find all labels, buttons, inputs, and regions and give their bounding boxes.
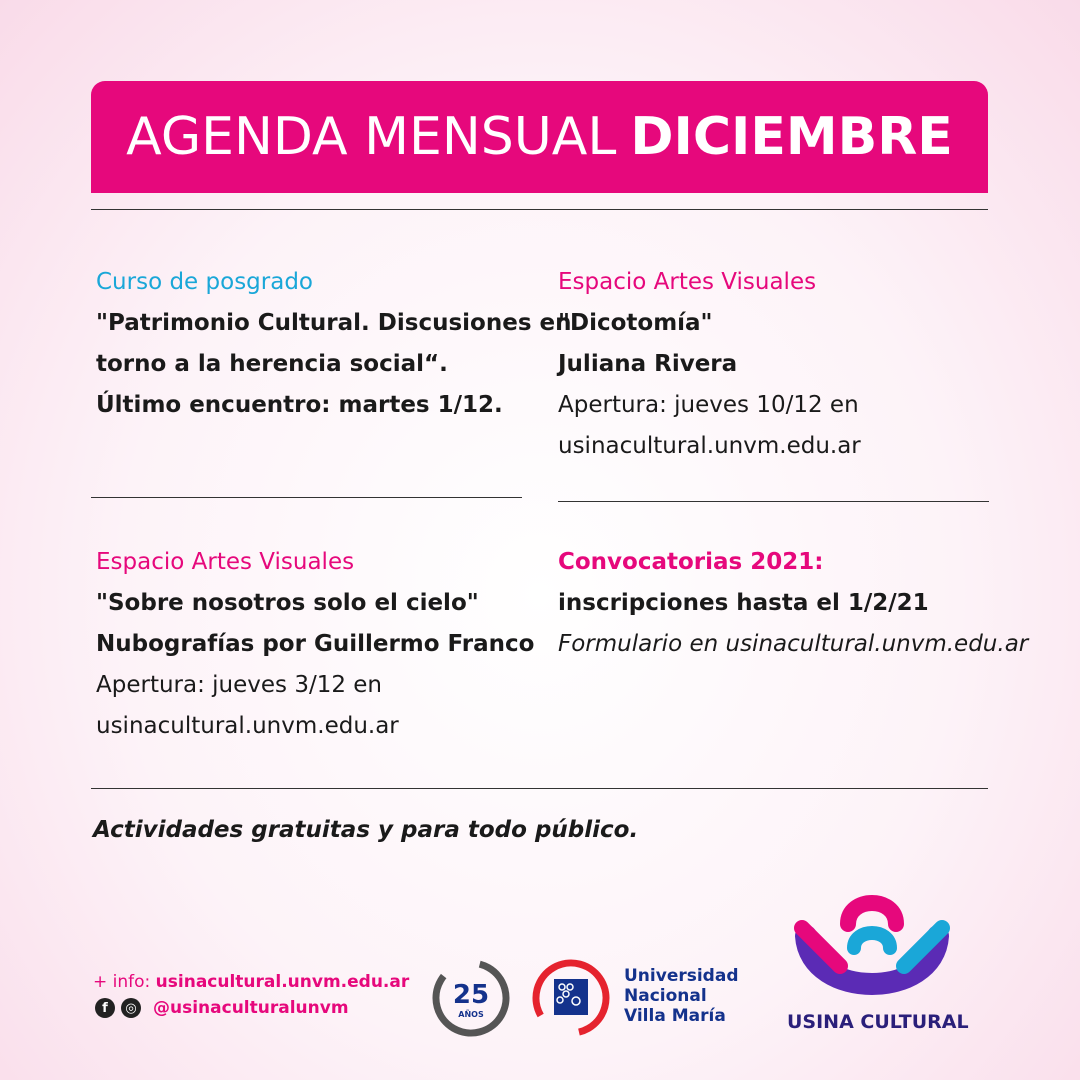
event-title: "Dicotomía" <box>558 310 713 336</box>
divider-top <box>91 209 988 210</box>
event-artist: Nubografías por Guillermo Franco <box>96 631 535 657</box>
convocatorias-line: inscripciones hasta el 1/2/21 <box>558 590 929 616</box>
event-category: Espacio Artes Visuales <box>558 269 817 295</box>
anniversary-number: 25 <box>452 980 490 1010</box>
header-title-light: AGENDA MENSUAL <box>126 107 617 167</box>
event-url[interactable]: usinacultural.unvm.edu.ar <box>558 433 861 459</box>
university-line3: Villa María <box>624 1006 726 1026</box>
divider-left-mid <box>91 497 522 498</box>
divider-bottom <box>91 788 988 789</box>
event-title-line1: "Patrimonio Cultural. Discusiones en <box>96 310 572 336</box>
university-logo <box>530 957 612 1039</box>
event-opening: Apertura: jueves 3/12 en <box>96 672 383 698</box>
event-dicotomia <box>558 262 861 467</box>
event-sobre-nosotros <box>96 542 534 747</box>
event-title-line2: torno a la herencia social“. <box>96 351 448 377</box>
usina-cultural-name: USINA CULTURAL <box>787 1011 969 1033</box>
anniversary-word: AÑOS <box>458 1010 484 1019</box>
event-detail: Último encuentro: martes 1/12. <box>96 392 503 418</box>
usina-cultural-logo <box>788 888 956 1010</box>
event-category: Espacio Artes Visuales <box>96 549 355 575</box>
anniversary-25-logo <box>430 957 512 1039</box>
event-convocatorias <box>558 542 1028 665</box>
divider-right-mid <box>558 501 989 502</box>
university-line1: Universidad <box>624 966 739 986</box>
event-url[interactable]: usinacultural.unvm.edu.ar <box>96 713 399 739</box>
convocatorias-heading: Convocatorias 2021: <box>558 549 824 575</box>
facebook-icon[interactable]: f <box>95 998 115 1018</box>
university-name <box>624 966 738 1026</box>
info-label: + info: <box>93 972 151 992</box>
social-handle[interactable]: @usinaculturalunvm <box>153 998 349 1018</box>
info-url[interactable]: usinacultural.unvm.edu.ar <box>155 972 410 992</box>
event-curso-posgrado <box>96 262 572 426</box>
header-banner <box>91 81 988 193</box>
social-line <box>95 998 349 1018</box>
instagram-icon[interactable]: ◎ <box>121 998 141 1018</box>
info-line <box>93 972 409 992</box>
event-title: "Sobre nosotros solo el cielo" <box>96 590 479 616</box>
event-opening: Apertura: jueves 10/12 en <box>558 392 859 418</box>
event-artist: Juliana Rivera <box>558 351 738 377</box>
event-category: Curso de posgrado <box>96 269 313 295</box>
convocatorias-note[interactable]: Formulario en usinacultural.unvm.edu.ar <box>558 631 1029 657</box>
footer-note: Actividades gratuitas y para todo público. <box>93 817 639 843</box>
header-title-bold: DICIEMBRE <box>630 107 953 167</box>
university-line2: Nacional <box>624 986 707 1006</box>
